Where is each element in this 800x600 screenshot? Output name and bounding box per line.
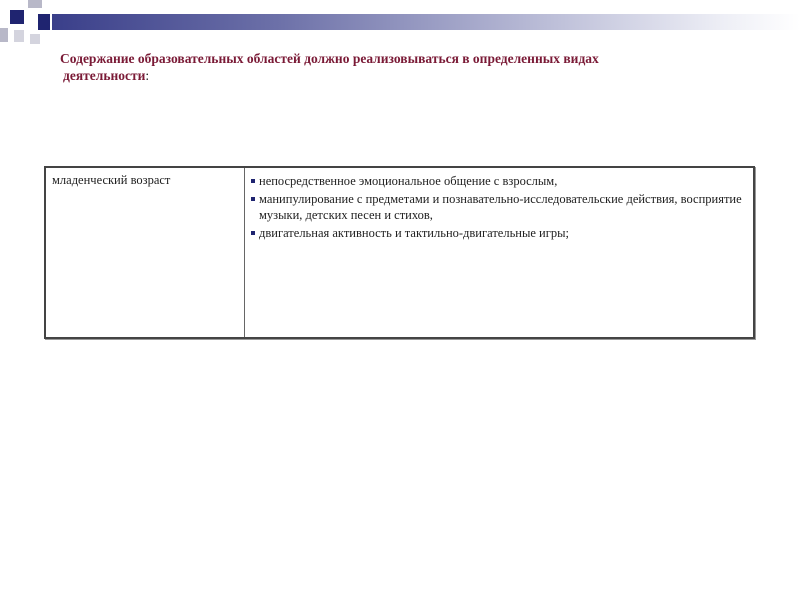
heading-line-1: Содержание образовательных областей должно реализовываться в определенных видах xyxy=(60,51,599,66)
activity-text: двигательная активность и тактильно-двигательные игры; xyxy=(259,226,569,240)
decor-square xyxy=(10,10,24,24)
decor-square xyxy=(30,34,40,44)
decor-square xyxy=(14,30,24,42)
list-item xyxy=(251,225,747,241)
decorative-header xyxy=(0,0,800,48)
heading-colon: : xyxy=(145,68,150,83)
heading-line-2: деятельности xyxy=(63,68,146,83)
list-item xyxy=(251,173,747,189)
square-bullet-icon xyxy=(251,197,255,201)
activities-list xyxy=(251,173,747,241)
activities-cell xyxy=(245,167,755,338)
square-bullet-icon xyxy=(251,179,255,183)
decor-square xyxy=(38,14,50,30)
age-cell: младенческий возраст xyxy=(45,167,245,338)
activities-table xyxy=(44,166,755,339)
slide-heading xyxy=(60,50,740,84)
table-row xyxy=(45,167,754,338)
header-gradient-band xyxy=(52,14,800,30)
decor-square xyxy=(0,28,8,42)
list-item xyxy=(251,191,747,223)
decor-square xyxy=(28,0,42,8)
activity-text: непосредственное эмоциональное общение с взрослым, xyxy=(259,174,558,188)
activity-text: манипулирование с предметами и познавательно-исследовательские действия, восприятие музыки, детских песен и стихов, xyxy=(259,192,742,222)
square-bullet-icon xyxy=(251,231,255,235)
